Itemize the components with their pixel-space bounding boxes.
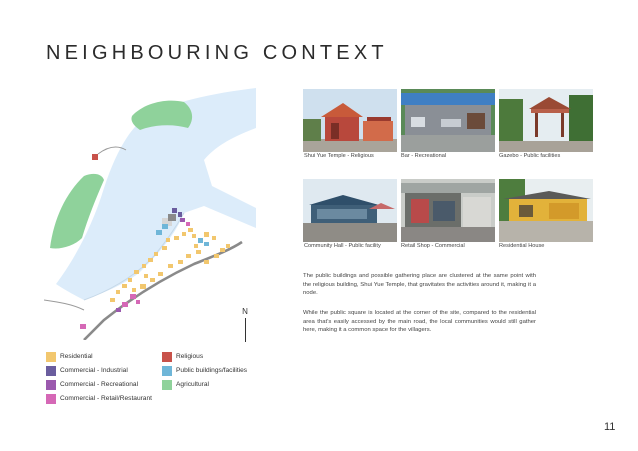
photo-retail-shop <box>401 179 495 242</box>
legend-label: Public buildings/facilities <box>176 367 248 374</box>
legend-item-residential <box>46 351 93 362</box>
photo-caption: Community Hall - Public facility <box>304 243 381 249</box>
legend-item-commercial-recreational <box>46 379 138 390</box>
legend-swatch-public-buildings <box>162 366 172 376</box>
legend-swatch-religious <box>162 352 172 362</box>
photo-caption: Shui Yue Temple - Religious <box>304 153 374 159</box>
legend-label: Commercial - Retail/Restaurant <box>60 395 152 402</box>
site-map-drawing <box>44 88 256 340</box>
paragraph-node: The public buildings and possible gathering place are clustered at the same point with the religious building, Shui Yue Temple, that gravitates the activities around it, making it a node. <box>303 273 536 297</box>
religious-building <box>92 154 98 160</box>
photo-gazebo <box>499 89 593 152</box>
legend-label: Residential <box>60 353 93 360</box>
legend-label: Agricultural <box>176 381 209 388</box>
legend-label: Commercial - Industrial <box>60 367 128 374</box>
legend-swatch-agricultural <box>162 380 172 390</box>
north-arrow <box>239 308 251 342</box>
photo-caption: Residential House <box>499 243 545 249</box>
legend-item-commercial-industrial <box>46 365 128 376</box>
legend-item-agricultural <box>162 379 209 390</box>
page-title: NEIGHBOURING CONTEXT <box>46 42 388 64</box>
legend-swatch-commercial-recreational <box>46 380 56 390</box>
photo-caption: Gazebo - Public facilities <box>499 153 561 159</box>
photo-caption: Retail Shop - Commercial <box>401 243 465 249</box>
paragraph-public-square: While the public square is located at the corner of the site, compared to the residential area that’s easily accessed by the main road, the local communities would still gather here, making it a common space for the villagers. <box>303 310 536 334</box>
photo-residential-house <box>499 179 593 242</box>
page-number: 11 <box>604 421 616 433</box>
map-legend <box>46 351 276 411</box>
legend-item-public-buildings <box>162 365 247 376</box>
legend-swatch-commercial-industrial <box>46 366 56 376</box>
north-label: N <box>242 307 248 316</box>
photo-caption: Bar - Recreational <box>401 153 447 159</box>
legend-label: Commercial - Recreational <box>60 381 139 388</box>
photo-bar <box>401 89 495 152</box>
legend-swatch-residential <box>46 352 56 362</box>
legend-swatch-commercial-retail <box>46 394 56 404</box>
photo-temple <box>303 89 397 152</box>
legend-item-religious <box>162 351 203 362</box>
road-west <box>44 300 84 310</box>
north-arrow-line <box>245 318 246 342</box>
photo-community-hall <box>303 179 397 242</box>
site-map <box>44 88 256 340</box>
legend-label: Religious <box>176 353 204 360</box>
legend-item-commercial-retail <box>46 393 152 404</box>
